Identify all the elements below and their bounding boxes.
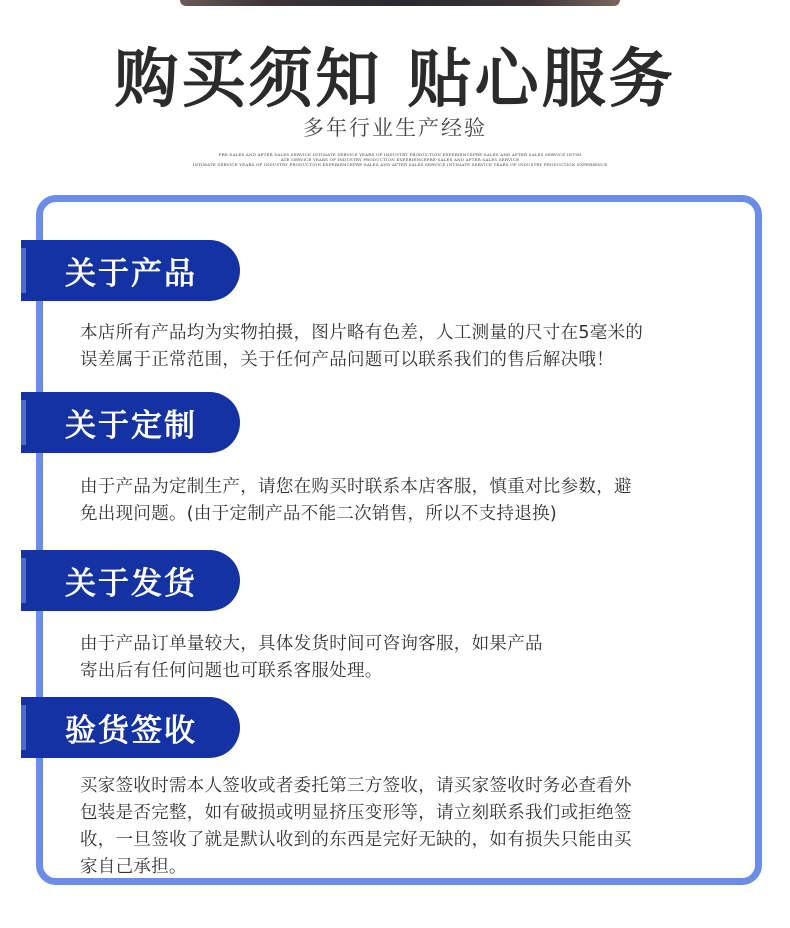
fine-print-line: INTIMATE SERVICE YEARS OF INDUSTRY PRODUCTION EXPERIENCEPRE-SALES AND AFTER SALES SERVICE INTIMATE SERVICE YEARS OF INDUSTRY PRODUCTION EXPERIENCE	[192, 162, 608, 167]
section-text-shipping	[80, 631, 720, 685]
fine-print-tagline	[190, 152, 610, 167]
fine-print-line: PRE-SALES AND AFTER SALES SERVICE INTIMATE SERVICE YEARS OF INDUSTRY PRODUCTION EXPERIENCEPRE-SALES AND AFTER SALES SERVICE INTIM	[218, 152, 582, 157]
text-line: 免出现问题。(由于定制产品不能二次销售，所以不支持退换)	[80, 504, 558, 524]
text-line: 收，一旦签收了就是默认收到的东西是完好无缺的，如有损失只能由买	[80, 830, 632, 850]
section-text-inspection	[80, 773, 720, 881]
page-title: 购买须知 贴心服务	[114, 43, 676, 117]
text-line: 包装是否完整，如有破损或明显挤压变形等，请立刻联系我们或拒绝签	[80, 803, 632, 823]
section-tab-custom: 关于定制	[21, 392, 240, 453]
text-line: 误差属于正常范围，关于任何产品问题可以联系我们的售后解决哦！	[80, 350, 614, 370]
section-tab-shipping: 关于发货	[21, 550, 240, 611]
text-line: 由于产品为定制生产，请您在购买时联系本店客服，慎重对比参数，避	[80, 477, 632, 497]
text-line: 家自己承担。	[80, 857, 187, 877]
section-text-product	[80, 320, 720, 374]
section-text-custom	[80, 474, 720, 528]
section-tab-inspection: 验货签收	[21, 697, 240, 758]
section-tab-product: 关于产品	[21, 240, 240, 301]
top-product-photo-edge	[180, 0, 620, 6]
text-line: 寄出后有任何问题也可联系客服处理。	[80, 661, 383, 681]
text-line: 由于产品订单量较大，具体发货时间可咨询客服，如果产品	[80, 634, 543, 654]
fine-print-line: ATE SERVICE YEARS OF INDUSTRY PRODUCTION EXPERIENCEPRE-SALES AND AFTER SALES SERVICE	[280, 157, 520, 162]
page-subtitle: 多年行业生产经验	[303, 116, 487, 140]
text-line: 本店所有产品均为实物拍摄，图片略有色差，人工测量的尺寸在5毫米的	[80, 323, 644, 343]
text-line: 买家签收时需本人签收或者委托第三方签收，请买家签收时务必查看外	[80, 776, 632, 796]
